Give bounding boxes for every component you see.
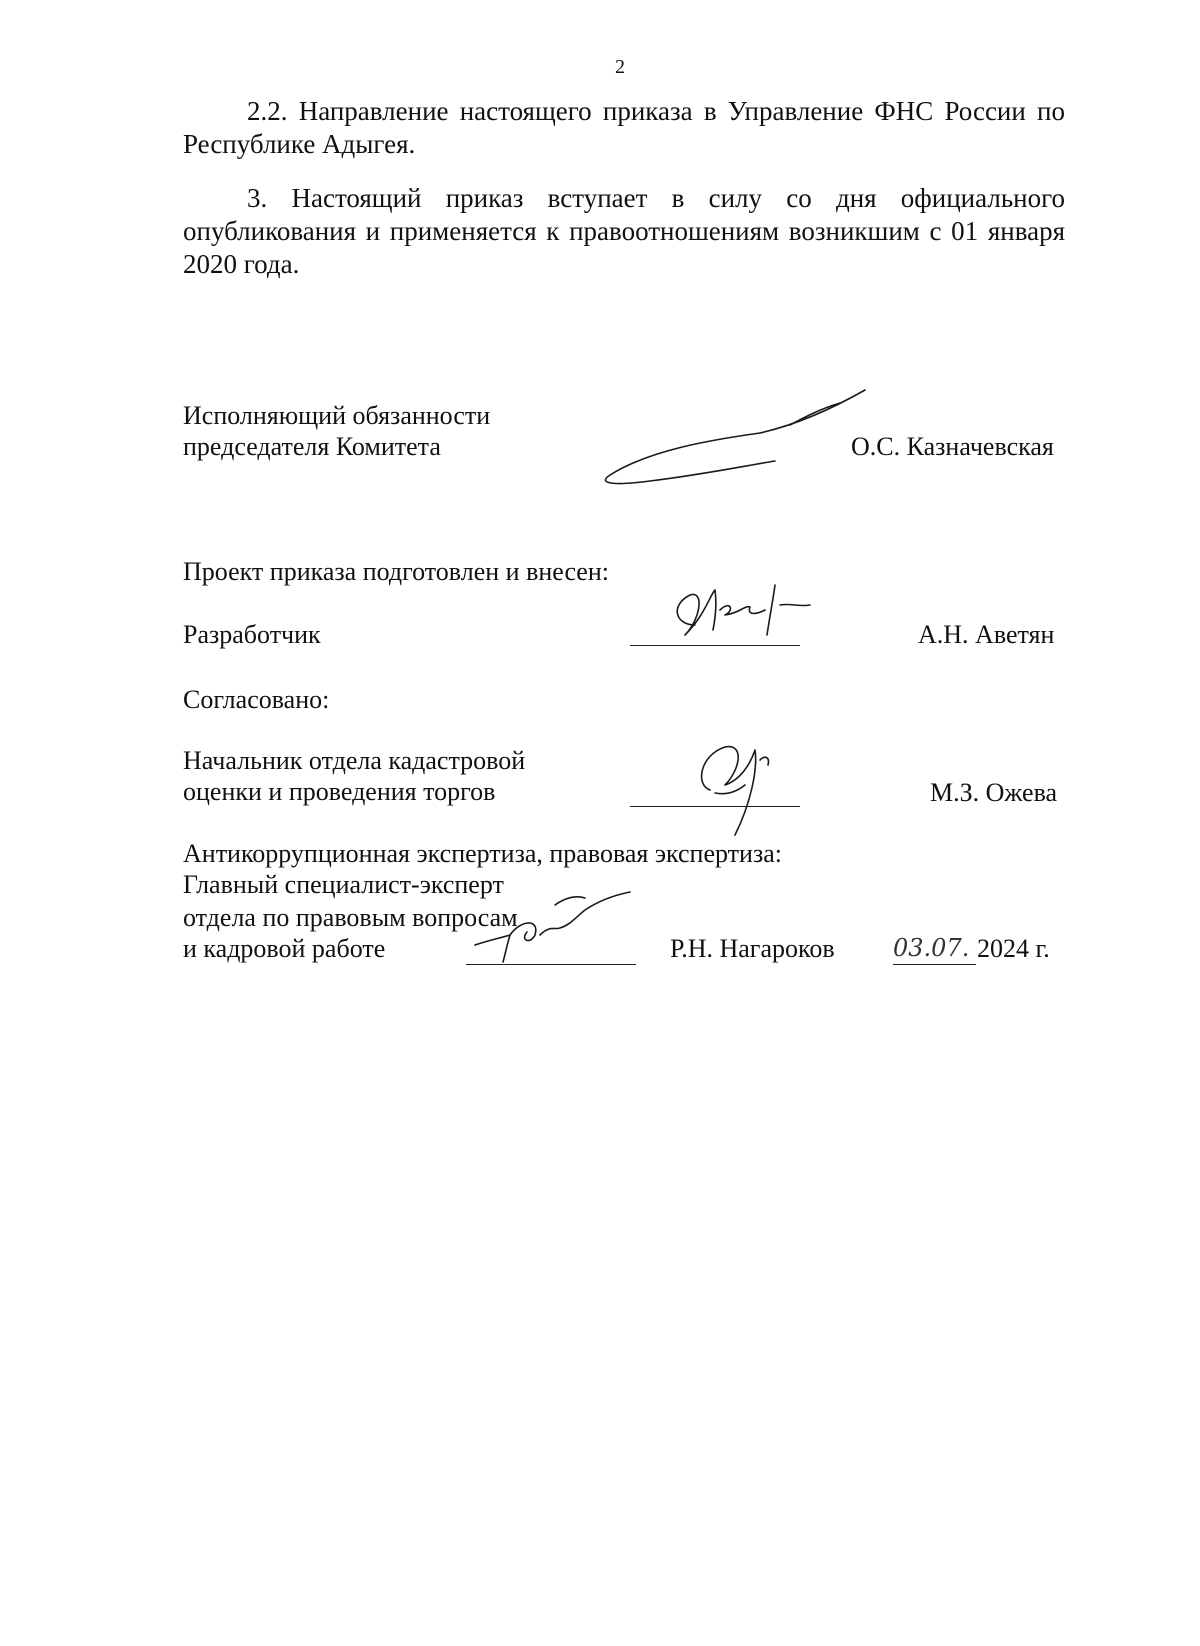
legal-reviewer-signature-line [466, 964, 636, 965]
legal-reviewer-signature [465, 890, 635, 970]
prepared-heading: Проект приказа подготовлен и внесен: [183, 557, 609, 586]
approved-heading: Согласовано: [183, 685, 330, 714]
developer-name: А.Н. Аветян [918, 620, 1055, 649]
handwritten-date: 03.07. [893, 934, 970, 962]
legal-review-heading: Антикоррупционная экспертиза, правовая экспертиза: [183, 839, 782, 868]
paragraph-2-2: 2.2. Направление настоящего приказа в Управление ФНС России по Республике Адыгея. [183, 96, 1065, 159]
legal-reviewer-name: Р.Н. Нагароков [670, 934, 835, 963]
developer-role: Разработчик [183, 620, 321, 649]
legal-review-role-line3: и кадровой работе [183, 934, 386, 963]
main-signatory-position-line2: председателя Комитета [183, 432, 441, 461]
date-year: 2024 г. [977, 934, 1050, 963]
approved-role-line1: Начальник отдела кадастровой [183, 746, 526, 775]
developer-signature-line [630, 645, 800, 646]
approver-signature [680, 735, 800, 845]
approver-name: М.З. Ожева [930, 778, 1058, 807]
paragraph-3: 3. Настоящий приказ вступает в силу со дня официального опубликования и применяется к правоотношениям возникшим с 01 января 2020 года. [183, 183, 1065, 279]
main-signature [590, 385, 890, 485]
approved-role-line2: оценки и проведения торгов [183, 777, 496, 806]
approver-signature-line [630, 806, 800, 807]
main-signatory-name: О.С. Казначевская [851, 432, 1054, 461]
legal-review-role-line2: отдела по правовым вопросам [183, 903, 518, 932]
developer-signature [655, 575, 815, 655]
main-signatory-position-line1: Исполняющий обязанности [183, 401, 491, 430]
legal-review-role-line1: Главный специалист-эксперт [183, 870, 504, 899]
date-underline [893, 964, 976, 965]
page-number: 2 [615, 56, 625, 78]
